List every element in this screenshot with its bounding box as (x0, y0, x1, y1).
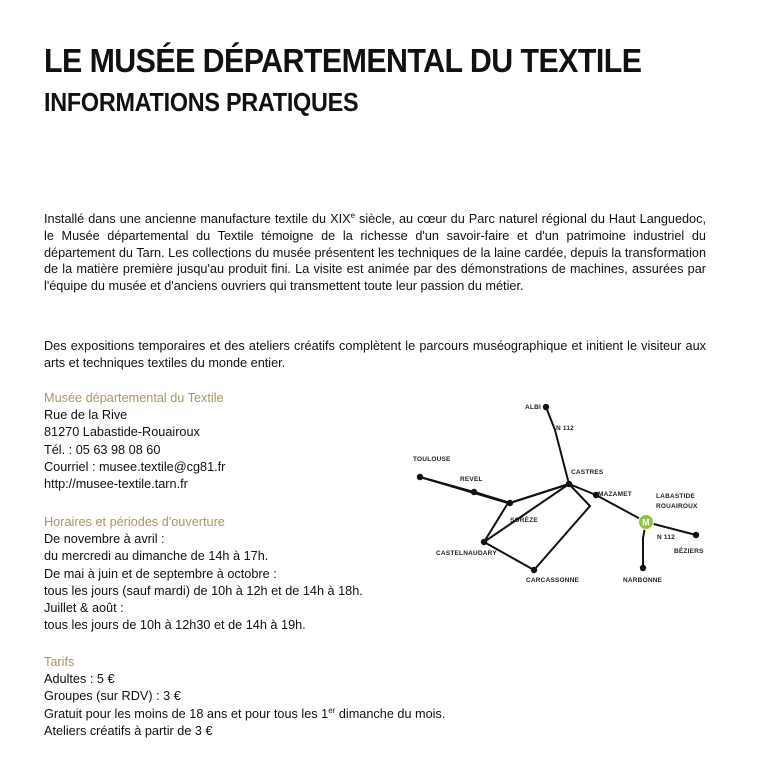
map-label-rouairoux: ROUAIROUX (656, 503, 698, 510)
map-label-narbonne: NARBONNE (623, 577, 663, 584)
tarif-free-text-end: dimanche du mois. (335, 706, 446, 721)
road-castelnaudary-castres (484, 484, 569, 542)
town-dot-castelnaudary (481, 539, 487, 545)
road-castres-soreze (510, 484, 569, 503)
tarif-free-text: Gratuit pour les moins de 18 ans et pour tous les 1 (44, 706, 329, 721)
page-title: LE MUSÉE DÉPARTEMENTAL DU TEXTILE (44, 42, 642, 79)
hours-line: tous les jours (sauf mardi) de 10h à 12h et de 14h à 18h. (44, 583, 363, 598)
museum-website-link[interactable]: http://musee-textile.tarn.fr (44, 477, 188, 492)
hours-line: du mercredi au dimanche de 14h à 17h. (44, 549, 269, 564)
map-label-revel: REVEL (460, 476, 483, 483)
tarif-adults: Adultes : 5 € (44, 672, 115, 687)
map-label-n112-top: N 112 (556, 425, 574, 432)
intro-text-start: Installé dans une ancienne manufacture textile du XIX (44, 212, 351, 226)
access-map (400, 392, 720, 592)
town-dot-beziers (693, 532, 699, 538)
road-carcassonne (484, 484, 590, 570)
tarif-free (44, 706, 445, 723)
map-label-labastide: LABASTIDE (656, 493, 695, 500)
map-label-toulouse: TOULOUSE (413, 456, 451, 463)
exhibitions-paragraph: Des expositions temporaires et des ateliers créatifs complètent le parcours muséographique et initient le visiteur aux arts et techniques textiles du monde entier. (44, 339, 706, 370)
town-dot-carcassonne (531, 567, 537, 573)
town-dot-revel (471, 489, 477, 495)
town-dot-albi (543, 404, 549, 410)
museum-marker (639, 515, 654, 530)
hours-heading: Horaires et périodes d'ouverture (44, 515, 225, 529)
map-label-n112-bottom: N 112 (657, 534, 675, 541)
first-superscript: er (328, 705, 336, 715)
map-label-castelnaudary: CASTELNAUDARY (436, 550, 497, 557)
tarifs-block (44, 654, 445, 740)
map-label-mazamet: MAZAMET (598, 491, 632, 498)
hours-line: De novembre à avril : (44, 532, 165, 547)
town-dot-castres (566, 481, 572, 487)
tarifs-heading: Tarifs (44, 655, 75, 669)
map-label-castres: CASTRES (571, 469, 604, 476)
town-dot-toulouse (417, 474, 423, 480)
museum-email[interactable]: Courriel : musee.textile@cg81.fr (44, 459, 226, 474)
map-label-carcassonne: CARCASSONNE (526, 577, 580, 584)
museum-street: Rue de la Rive (44, 408, 128, 423)
intro-paragraph (44, 211, 706, 295)
tarif-workshops: Ateliers créatifs à partir de 3 € (44, 723, 213, 738)
page-subtitle: INFORMATIONS PRATIQUES (44, 87, 359, 117)
museum-marker-label: M (642, 517, 650, 528)
road-mazamet-labastide (596, 495, 646, 522)
hours-line: Juillet & août : (44, 601, 124, 616)
museum-phone: Tél. : 05 63 98 08 60 (44, 442, 161, 457)
hours-line: tous les jours de 10h à 12h30 et de 14h à 19h. (44, 618, 306, 633)
road-albi-castres (546, 407, 569, 484)
town-dot-soreze (507, 500, 513, 506)
intro-text-rest: siècle, au cœur du Parc naturel régional du Haut Languedoc, le Musée départemental du Textile témoigne de la richesse d'un savoir-faire et d'un patrimoine industriel du département du Tarn. Les collections du musée présentent les techniques de la laine cardée, depuis la transformation de la matière première jusqu'au produit fini. La visite est animée par des démonstrations de machines, assurées par l'équipe du musée et d'anciens ouvriers qui transmettent toute leur passion du métier. (44, 212, 706, 294)
map-label-albi: ALBI (525, 404, 541, 411)
town-dot-narbonne (640, 565, 646, 571)
map-label-soreze: SORÈZE (510, 517, 538, 524)
museum-heading: Musée départemental du Textile (44, 391, 224, 405)
opening-hours-block (44, 514, 363, 634)
museum-contact-block (44, 390, 225, 493)
century-superscript: e (350, 210, 356, 220)
hours-line: De mai à juin et de septembre à octobre : (44, 566, 277, 581)
tarif-groups: Groupes (sur RDV) : 3 € (44, 689, 181, 704)
road-castelnaudary-soreze (484, 503, 508, 542)
museum-city: 81270 Labastide-Rouairoux (44, 425, 200, 440)
map-label-beziers: BÉZIERS (674, 548, 704, 555)
